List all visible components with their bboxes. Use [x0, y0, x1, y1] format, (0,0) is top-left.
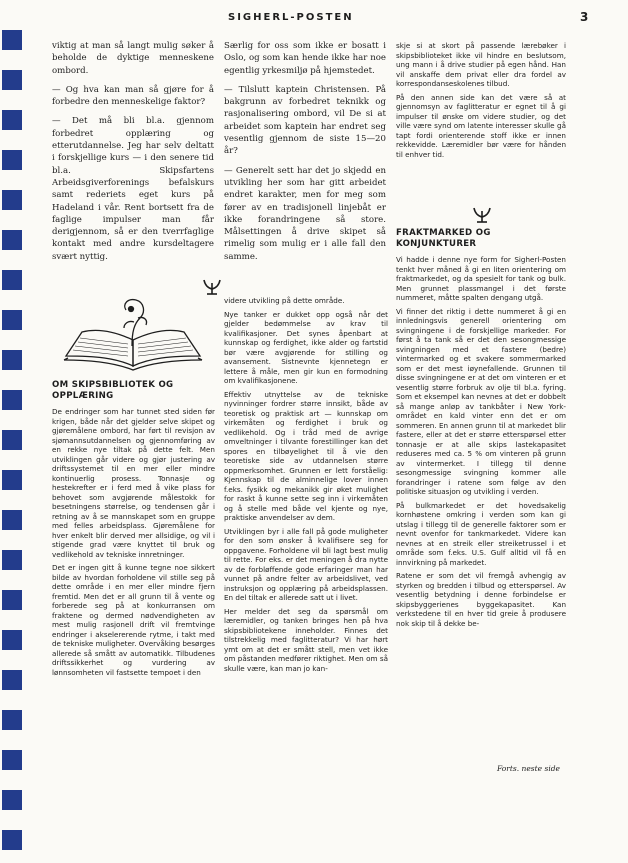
binding-mark: [2, 510, 22, 530]
freight-market-article: [396, 228, 566, 760]
paragraph: Vi hadde i denne nye form for Sigherl-Posten tenkt hver måned å gi en liten orientering om fraktmarkedet, og da spesielt for tank og bulk. Men grunnet plassmangel i det første nummeret, måtte spalten dengang utgå.: [396, 255, 566, 302]
paragraph: viktig at man så langt mulig søker å beholde de dyktige menneskene ombord.: [52, 41, 214, 76]
binding-mark: [2, 230, 22, 250]
paragraph: Vi finner det riktig i dette nummeret å gi en innledningsvis generell orientering om svingningene i de forskjellige markeder. For først å ta tank så er det den sesongmessige svingningen med et fastere (bedre) vintermarked og et svakere sommermarked som er det mest iøynefallende. Grunnen til disse svingningene er at det om vinteren er et vesentlig større forbruk av olje til bl.a. fyring. Som et eksempel kan nevnes at det er dobbelt så mange anløp av tankbåter i New York-området en kald vinter enn det er om sommeren. En annen grunn til at markedet blir fastere, eller at det er større etterspørsel etter tonnasje er at alle skips lastekapasitet reduseres med ca. 5 % om vinteren på grunn av vintermerket. I tillegg til denne sesongmessige svingning kommer alle forandringer i ratene som følge av den politiske situasjon og utvikling i verden.: [396, 306, 566, 496]
continued-note: Forts. neste side: [497, 764, 560, 773]
library-article-continuation: [396, 41, 566, 203]
paragraph: Her melder det seg da spørsmål om læremidler, og tanken bringes hen på hva skipsbibliotekene inneholder. Finnes det tilstrekkelig med faglitteratur? Vi har hørt ymt om at det er smått stell, men vet ikke om påstanden medfører riktighet. Men om så skulle være, kan man jo kan-: [224, 606, 388, 673]
binding-mark: [2, 550, 22, 570]
binding-mark: [2, 750, 22, 770]
binding-mark: [2, 790, 22, 810]
binding-mark: [2, 310, 22, 330]
paragraph: Utviklingen byr i alle fall på gode muligheter for den som ønsker å kvalifisere seg for oppgavene. Forholdene vil bli lagt best mulig til rette. For eks. er det meningen å dra nytte av de forbløffende gode erfaringer man har vunnet på andre felter av arbeidslivet, ved instruksjon og opplæring på arbeidsplassen. En del tiltak er allerede satt ut i livet.: [224, 526, 388, 602]
running-title: SIGHERL-POSTEN: [228, 12, 354, 23]
binding-mark: [2, 70, 22, 90]
paragraph: — Det må bli bl.a. gjennom forbedret opplæring og etterutdannelse. Jeg har selv deltatt i forskjellige kurs — i den senere tid bl.a. Skipsfartens Arbeidsgiverforenings befalskurs samt rederiets eget kurs på Hadeland i vår. Rent bortsett fra de faglige impulser man får derigjennom, så er den tverrfaglige kontakt med andre kursdeltagere svært nyttig.: [52, 116, 214, 262]
paragraph: De endringer som har tunnet sted siden før krigen, både når det gjelder selve skipet og gjøremålene ombord, har ført til revisjon av sjømannsutdannelsen og gjennomføring av en rekke nye tiltak på dette felt. Men utviklingen går videre og gjør justering av driftssystemet til en mer eller mindre kontinuerlig prosess. Tonnasje og hestekrefter er i ferd med å vike plass for behovet som avgjørende målestokk for besetningens størrelse, og tendensen går i retning av å se mannskapet som en gruppe med felles arbeidsplass. Gjøremålene for hver enkelt blir derved mer allsidige, og vil i stigende grad være knyttet til bruk og vedlikehold av tekniske innretninger.: [52, 407, 215, 559]
interview-column-1: [52, 40, 214, 272]
article-heading: FRAKTMARKED OG KONJUNKTURER: [396, 228, 491, 249]
binding-mark: [2, 830, 22, 850]
binding-mark: [2, 270, 22, 290]
paragraph: — Tilslutt kaptein Christensen. På bakgrunn av forbedret teknikk og rasjonalisering ombord, vil De si at arbeidet som kaptein har endret seg vesentlig gjennom de siste 15—20 år?: [224, 84, 386, 157]
binding-mark: [2, 30, 22, 50]
page-number: 3: [580, 10, 589, 24]
paragraph: Særlig for oss som ikke er bosatt i Oslo, og som kan hende ikke har noe egentlig yrkesmiljø på hjemstedet.: [224, 41, 386, 76]
paragraph: Ratene er som det vil fremgå avhengig av styrken og bredden i tilbud og etterspørsel. Av vesentlig betydning i denne forbindelse er skipsbyggerienes byggekapasitet. Kan verkstedene til en hver tid greie å produsere nok skip til å dekke be-: [396, 571, 566, 628]
sprout-divider-icon: [470, 204, 494, 224]
paragraph: — Generelt sett har det jo skjedd en utvikling her som har gitt arbeidet endret karakter, men for meg som fører av en tradisjonell linjebåt er ikke forandringene så store. Målsettingen å drive skipet så rimelig som mulig er i alle fall den samme.: [224, 165, 386, 262]
paragraph: På den annen side kan det være så at gjennomsyn av faglitteratur er egnet til å gi impulser til ønske om videre studier, og det ville være synd om latente interesser skulle gå tapt fordi orienterende stoff ikke er innen rekkevidde. Læremidler bør være for hånden til enhver tid.: [396, 92, 566, 159]
paragraph: Nye tanker er dukket opp også når det gjelder bedømmelse av krav til kvalifikasjoner. Det synes åpenbart at kunnskap og ferdighet, ikke alder og fartstid bør være avgjørende for stilling og avansement. Sistnevnte kjennetegn er lettere å måle, men gir kun en formodning om kvalifikasjonene.: [224, 309, 388, 385]
binding-mark: [2, 350, 22, 370]
binding-mark: [2, 670, 22, 690]
binding-mark: [2, 710, 22, 730]
article-heading: OM SKIPSBIBLIOTEK OG OPPLÆRING: [52, 380, 174, 401]
open-book-illustration: [58, 280, 208, 375]
binding-mark: [2, 190, 22, 210]
interview-column-2: [224, 40, 386, 272]
binding-mark: [2, 430, 22, 450]
binding-mark: [2, 150, 22, 170]
paragraph: videre utvikling på dette område.: [224, 296, 345, 305]
binding-mark: [2, 590, 22, 610]
paragraph: — Og hva kan man så gjøre for å forbedre den menneskelige faktor?: [52, 84, 214, 108]
library-article-column-2: [224, 296, 388, 776]
binding-strip: [0, 0, 26, 863]
binding-mark: [2, 110, 22, 130]
paragraph: skje si at skort på passende lærebøker i skipsbiblioteket ikke vil hindre en beslutsom, ung mann i å drive studier på egen hånd. Han vil anskaffe dem privat eller dra fordel av korrespondanseskolenes tilbud.: [396, 41, 566, 88]
binding-mark: [2, 390, 22, 410]
binding-mark: [2, 630, 22, 650]
paragraph: Det er ingen gitt å kunne tegne noe sikkert bilde av hvordan forholdene vil stille seg på dette område i en mer eller mindre fjern fremtid. Men det er all grunn til å vente og forberede seg på at konkurransen om fraktene og dermed nødvendigheten av mest mulig rasjonell drift vil fremtvinge endringer i akselererende rytme, i takt med de tekniske muligheter. Overvåking besørges allerede så smått av automatikk. Tilbudenes driftssikkerhet og vurdering av lønnsomheten vil fastsette tempoet i den: [52, 563, 215, 677]
library-article-column-1: [52, 380, 215, 776]
paragraph: Effektiv utnyttelse av de tekniske nyvinninger fordrer større innsikt, både av teoretisk og praktisk art — kunnskap om virkemåten og ferdighet i bruk og vedlikehold. Og i tråd med de avrige omveltninger i tilvante forestillinger kan det spores en tilbøyelighet til å vie den teoretiske side av utdannelsen større oppmerksomhet. Grunnen er lett forståelig: Kjennskap til de alminnelige lover innen f.eks. fysikk og mekanikk gir øket mulighet for raskt å kunne sette seg inn i virkemåten og å stelle med både vel kjente og nye, praktiske anvendelser av dem.: [224, 389, 388, 522]
binding-mark: [2, 470, 22, 490]
paragraph: På bulkmarkedet er det hovedsakelig kornhøstene omkring i verden som kan gi utslag i tillegg til de generelle faktorer som er nevnt ovenfor for tankmarkedet. Videre kan nevnes at en streik eller streiketrussel i et område som f.eks. U.S. Gulf alltid vil få en innvirkning på markedet.: [396, 500, 566, 567]
